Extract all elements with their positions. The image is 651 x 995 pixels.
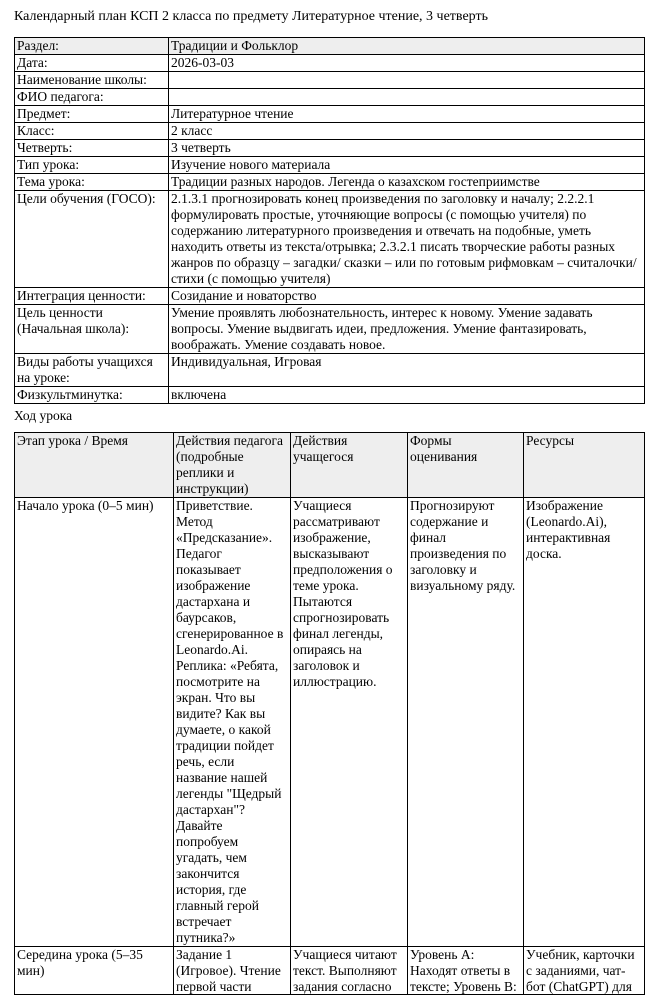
info-row bbox=[15, 387, 645, 404]
info-row-value: Изучение нового материала bbox=[169, 157, 645, 174]
info-row-label: Виды работы учащихся на уроке: bbox=[15, 354, 169, 387]
info-row-label: Интеграция ценности: bbox=[15, 288, 169, 305]
stage-cell-text: Середина урока (5–35 мин) bbox=[17, 947, 143, 978]
resources-cell: Изображение (Leonardo.Ai), интерактивная доска. bbox=[524, 498, 645, 947]
info-table bbox=[14, 37, 645, 404]
info-row bbox=[15, 140, 645, 157]
info-row bbox=[15, 89, 645, 106]
info-row bbox=[15, 354, 645, 387]
info-row bbox=[15, 123, 645, 140]
assessment-cell-text: Уровень A: Находят ответы в тексте; Уровень B: bbox=[410, 947, 517, 994]
lesson-header-row bbox=[15, 433, 645, 498]
info-row-label: Тема урока: bbox=[15, 174, 169, 191]
info-row-value: Умение проявлять любознательность, интерес к новому. Умение задавать вопросы. Умение выдвигать идеи, предложения. Умение фантазировать, воображать. Умение создавать новое. bbox=[169, 305, 645, 354]
student-actions-cell: Учащиеся рассматривают изображение, высказывают предположения о теме урока. Пытаются спрогнозировать финал легенды, опираясь на заголовок и иллюстрацию. bbox=[291, 498, 408, 947]
stage-cell bbox=[15, 947, 174, 995]
info-row bbox=[15, 174, 645, 191]
info-row-value: Литературное чтение bbox=[169, 106, 645, 123]
lesson-row bbox=[15, 498, 645, 947]
info-row-label: Тип урока: bbox=[15, 157, 169, 174]
lesson-header-stage: Этап урока / Время bbox=[15, 433, 174, 498]
lesson-header-teacher: Действия педагога (подробные реплики и инструкции) bbox=[174, 433, 291, 498]
lesson-header-student: Действия учащегося bbox=[291, 433, 408, 498]
info-row-value: Традиции и Фольклор bbox=[169, 38, 645, 55]
info-row-value: 2026-03-03 bbox=[169, 55, 645, 72]
page-title: Календарный план КСП 2 класса по предмету Литературное чтение, 3 четверть bbox=[14, 9, 488, 24]
info-row-label: Цели обучения (ГОСО): bbox=[15, 191, 169, 288]
info-row-label: ФИО педагога: bbox=[15, 89, 169, 106]
student-actions-cell-text: Учащиеся читают текст. Выполняют задания согласно bbox=[293, 947, 397, 994]
info-row-label: Раздел: bbox=[15, 38, 169, 55]
info-row-label: Класс: bbox=[15, 123, 169, 140]
info-row bbox=[15, 157, 645, 174]
info-row-label: Наименование школы: bbox=[15, 72, 169, 89]
info-row bbox=[15, 305, 645, 354]
student-actions-cell bbox=[291, 947, 408, 995]
info-row-label: Предмет: bbox=[15, 106, 169, 123]
info-row-value: Традиции разных народов. Легенда о казахском гостеприимстве bbox=[169, 174, 645, 191]
section-heading: Ход урока bbox=[14, 408, 73, 423]
teacher-actions-cell bbox=[174, 947, 291, 995]
resources-cell bbox=[524, 947, 645, 995]
stage-cell: Начало урока (0–5 мин) bbox=[15, 498, 174, 947]
info-row-value bbox=[169, 89, 645, 106]
lesson-row bbox=[15, 947, 645, 995]
info-row bbox=[15, 38, 645, 55]
info-row-value: 2.1.3.1 прогнозировать конец произведения по заголовку и началу; 2.2.2.1 формулировать простые, уточняющие вопросы (с помощью учителя) по содержанию литературного произведения и отвечать на подобные, уметь находить ответы из текста/отрывка; 2.3.2.1 писать творческие работы разных жанров по образцу – загадки/ сказки – или по готовым рифмовкам – считалочки/стихи (с помощью учителя) bbox=[169, 191, 645, 288]
teacher-actions-cell-text: Задание 1 (Игровое). Чтение первой части bbox=[176, 947, 281, 994]
info-row bbox=[15, 72, 645, 89]
lesson-table bbox=[14, 432, 645, 995]
info-row-value: включена bbox=[169, 387, 645, 404]
info-row-label: Физкультминутка: bbox=[15, 387, 169, 404]
info-row-label: Цель ценности (Начальная школа): bbox=[15, 305, 169, 354]
info-row-value: Созидание и новаторство bbox=[169, 288, 645, 305]
info-row-value: 2 класс bbox=[169, 123, 645, 140]
info-row bbox=[15, 106, 645, 123]
teacher-actions-cell: Приветствие. Метод «Предсказание». Педагог показывает изображение дастархана и баурсаков, сгенерированное в Leonardo.Ai. Реплика: «Ребята, посмотрите на экран. Что вы видите? Как вы думаете, о какой традиции пойдет речь, если название нашей легенды "Щедрый дастархан"? Давайте попробуем угадать, чем закончится история, где главный герой встречает путника?» bbox=[174, 498, 291, 947]
info-row-value: 3 четверть bbox=[169, 140, 645, 157]
lesson-header-assessment: Формы оценивания bbox=[408, 433, 524, 498]
info-row-label: Дата: bbox=[15, 55, 169, 72]
info-row bbox=[15, 55, 645, 72]
info-row bbox=[15, 288, 645, 305]
resources-cell-text: Учебник, карточки с заданиями, чат-бот (ChatGPT) для bbox=[526, 947, 635, 994]
lesson-header-resources: Ресурсы bbox=[524, 433, 645, 498]
info-row bbox=[15, 191, 645, 288]
info-row-value: Индивидуальная, Игровая bbox=[169, 354, 645, 387]
info-row-value bbox=[169, 72, 645, 89]
assessment-cell bbox=[408, 947, 524, 995]
info-row-label: Четверть: bbox=[15, 140, 169, 157]
assessment-cell: Прогнозируют содержание и финал произведения по заголовку и визуальному ряду. bbox=[408, 498, 524, 947]
